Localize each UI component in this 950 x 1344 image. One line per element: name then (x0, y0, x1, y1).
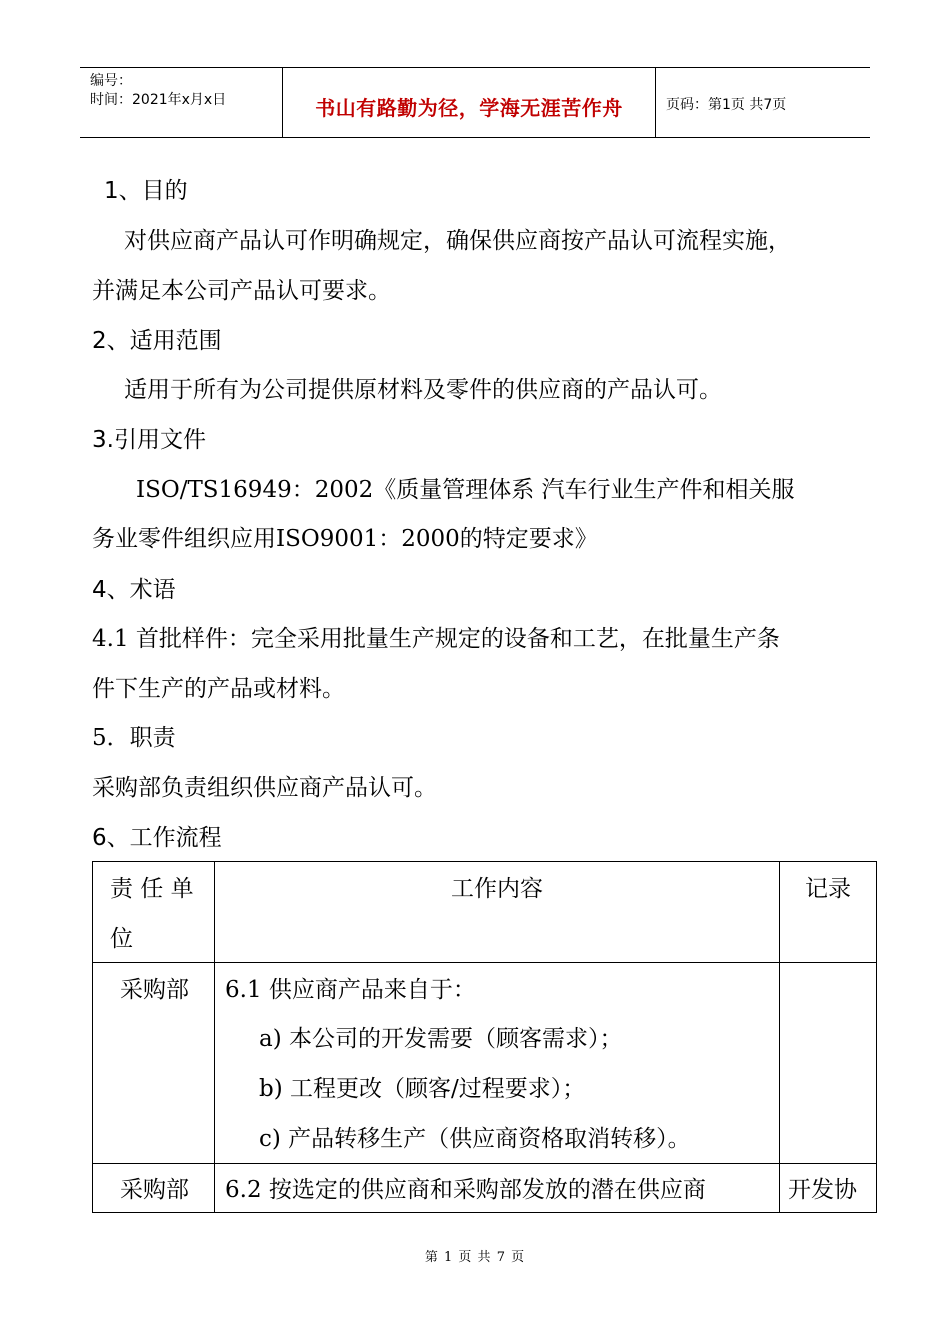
section-3-text-line-1: ISO/TS16949：2002《质量管理体系 汽车行业生产件和相关服 (136, 477, 795, 503)
table-header-unit-line-2: 位 (110, 926, 133, 952)
section-5-text-line-1: 采购部负责组织供应商产品认可。 (92, 775, 437, 801)
section-3-text-line-2: 务业零件组织应用ISO9001：2000的特定要求》 (92, 526, 598, 552)
header-motto-cell (283, 68, 656, 137)
document-time-label: 时间：2021年x月x日 (90, 92, 227, 108)
table-row-2-content-line-1: 6.2 按选定的供应商和采购部发放的潜在供应商 (225, 1177, 706, 1203)
section-4-text-line-1: 4.1 首批样件：完全采用批量生产规定的设备和工艺，在批量生产条 (92, 626, 780, 652)
table-header-record: 记录 (805, 876, 851, 902)
table-header-content: 工作内容 (451, 876, 543, 902)
section-4-text-line-2: 件下生产的产品或材料。 (92, 676, 345, 702)
document-number-label: 编号： (90, 73, 132, 89)
section-4-title: 4、术语 (92, 577, 176, 603)
section-6-title: 6、工作流程 (92, 825, 222, 851)
header-motto: 书山有路勤为径，学海无涯苦作舟 (315, 96, 623, 120)
header-page-info: 页码：第1页 共7页 (666, 97, 787, 113)
section-2-title: 2、适用范围 (92, 328, 222, 354)
table-header-unit-line-1: 责 任 单 (110, 876, 194, 902)
section-1-text-line-2: 并满足本公司产品认可要求。 (92, 278, 391, 304)
section-1-title: 1、目的 (104, 178, 188, 204)
section-5-title: 5．职责 (92, 725, 176, 751)
workflow-table (92, 861, 877, 1213)
table-row-1-unit: 采购部 (120, 977, 189, 1003)
table-row-1-content-line-3: b) 工程更改（顾客/过程要求）； (259, 1076, 586, 1102)
table-divider (214, 862, 215, 1212)
header-page-cell (656, 68, 870, 137)
table-row-1-content-line-1: 6.1 供应商产品来自于： (225, 977, 476, 1003)
table-row-2-record: 开发协 (788, 1177, 857, 1203)
table-row-2-unit: 采购部 (120, 1177, 189, 1203)
section-3-title: 3.引用文件 (92, 427, 206, 453)
page-header (80, 67, 870, 138)
page-footer: 第 1 页 共 7 页 (424, 1250, 526, 1265)
header-info-cell (80, 68, 283, 137)
table-row-1-content-line-4: c) 产品转移生产（供应商资格取消转移）。 (259, 1126, 691, 1152)
table-divider (93, 1163, 876, 1164)
section-1-text-line-1: 对供应商产品认可作明确规定，确保供应商按产品认可流程实施， (124, 228, 791, 254)
table-row-1-content-line-2: a) 本公司的开发需要（顾客需求）； (259, 1026, 623, 1052)
table-divider (93, 962, 876, 963)
table-divider (779, 862, 780, 1212)
section-2-text-line-1: 适用于所有为公司提供原材料及零件的供应商的产品认可。 (124, 377, 722, 403)
